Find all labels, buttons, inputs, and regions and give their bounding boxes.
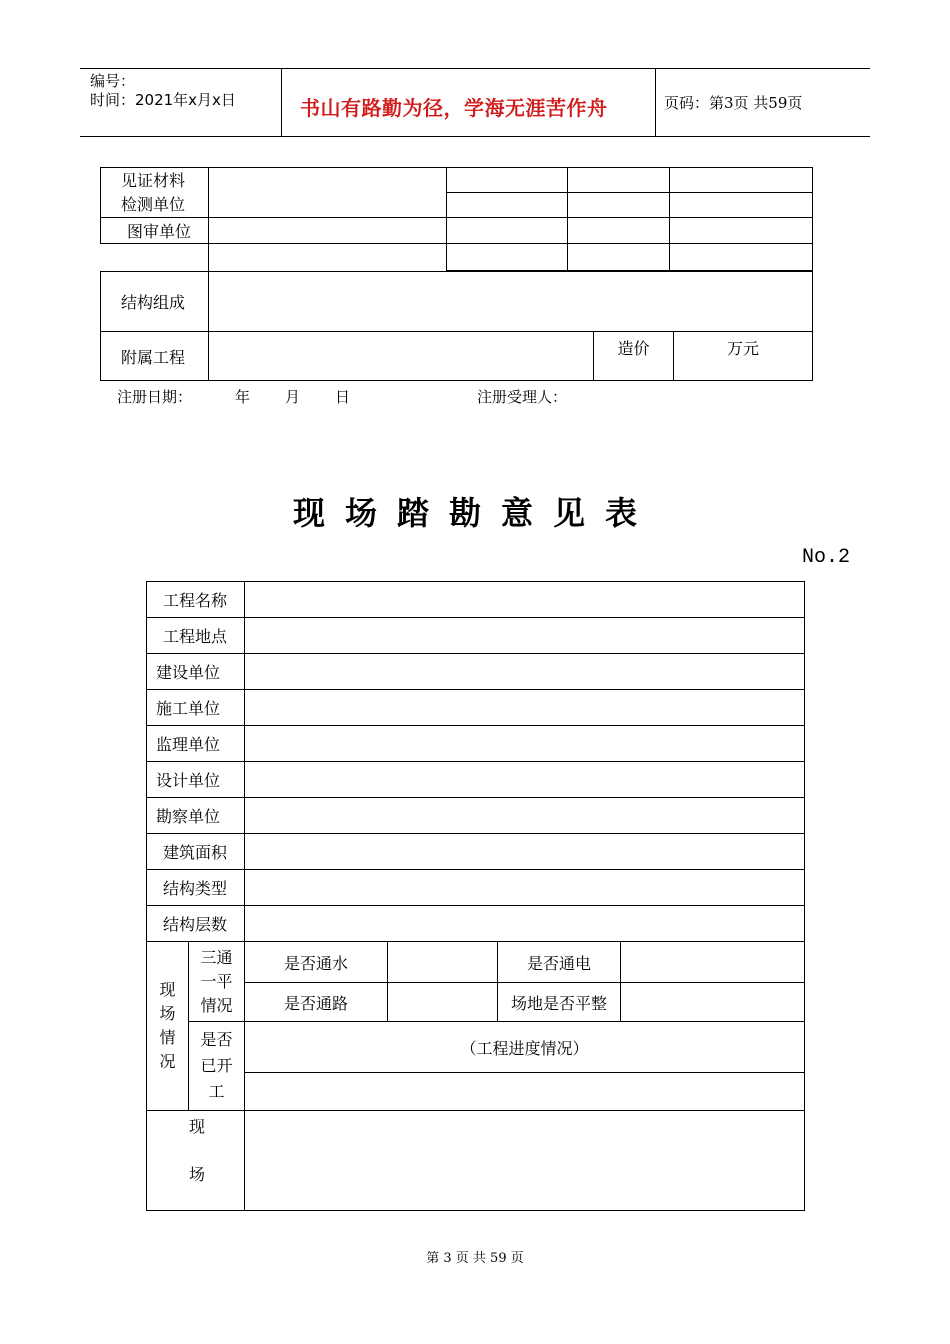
- row-label: 勘察单位: [147, 798, 245, 834]
- upper-table-lower: [100, 271, 813, 381]
- row-value[interactable]: [245, 582, 805, 618]
- row-value[interactable]: [245, 798, 805, 834]
- cell[interactable]: [670, 193, 813, 218]
- progress-label: （工程进度情况）: [245, 1022, 805, 1073]
- cell[interactable]: [568, 193, 670, 218]
- witness-unit-label: 见证材料 检测单位: [101, 168, 209, 218]
- power-value[interactable]: [621, 942, 805, 983]
- row-value[interactable]: [245, 762, 805, 798]
- water-value[interactable]: [388, 942, 498, 983]
- upper-table: [100, 167, 813, 271]
- site-inspection-table: [146, 581, 805, 1211]
- registration-date-label: 注册日期：: [117, 388, 193, 406]
- row-label: 建设单位: [147, 654, 245, 690]
- three-one-label: 三通 一平 情况: [189, 942, 245, 1022]
- header-page-label: 页码：第3页 共59页: [664, 94, 803, 112]
- power-label: 是否通电: [498, 942, 621, 983]
- cell[interactable]: [670, 218, 813, 244]
- witness-unit-value[interactable]: [209, 168, 447, 218]
- cell[interactable]: [447, 218, 568, 244]
- form-number: No.2: [801, 546, 850, 569]
- site-conditions-label: 现 场 情 况: [147, 942, 189, 1111]
- structure-composition-value[interactable]: [209, 272, 813, 332]
- row-label: 结构类型: [147, 870, 245, 906]
- row-value[interactable]: [245, 870, 805, 906]
- cell[interactable]: [568, 168, 670, 193]
- row-label: 工程地点: [147, 618, 245, 654]
- row-value[interactable]: [245, 834, 805, 870]
- cell[interactable]: [568, 244, 670, 271]
- cell[interactable]: [670, 244, 813, 271]
- level-value[interactable]: [621, 983, 805, 1022]
- registration-month: 月: [285, 388, 301, 406]
- progress-value[interactable]: [245, 1073, 805, 1111]
- annex-work-value[interactable]: [209, 332, 594, 381]
- registration-day: 日: [335, 388, 351, 406]
- row-value[interactable]: [245, 906, 805, 942]
- header-motto: 书山有路勤为径，学海无涯苦作舟: [300, 96, 608, 120]
- cell[interactable]: [447, 168, 568, 193]
- header-divider: [281, 68, 282, 136]
- header-top-rule: [80, 68, 870, 69]
- row-value[interactable]: [245, 690, 805, 726]
- site-opinion-label: 现 场: [147, 1111, 245, 1211]
- cost-label: 造价: [594, 332, 674, 381]
- cell[interactable]: [447, 193, 568, 218]
- cell[interactable]: [670, 168, 813, 193]
- row-label: 结构层数: [147, 906, 245, 942]
- review-unit-label: 图审单位: [101, 218, 209, 244]
- review-unit-value[interactable]: [209, 218, 447, 244]
- cell[interactable]: [447, 244, 568, 271]
- annex-work-label: 附属工程: [101, 332, 209, 381]
- site-opinion-value[interactable]: [245, 1111, 805, 1211]
- form-title: 现场踏勘意见表: [292, 494, 657, 532]
- doc-number-label: 编号：: [90, 72, 136, 90]
- cost-unit: 万元: [674, 332, 813, 381]
- registration-receiver-label: 注册受理人：: [477, 388, 568, 406]
- cell[interactable]: [568, 218, 670, 244]
- row-label: 建筑面积: [147, 834, 245, 870]
- row-label: 设计单位: [147, 762, 245, 798]
- row-label: 工程名称: [147, 582, 245, 618]
- started-label: 是否 已开 工: [189, 1022, 245, 1111]
- water-label: 是否通水: [245, 942, 388, 983]
- row-label: 施工单位: [147, 690, 245, 726]
- row-value[interactable]: [245, 618, 805, 654]
- road-value[interactable]: [388, 983, 498, 1022]
- row-value[interactable]: [245, 726, 805, 762]
- header-divider: [655, 68, 656, 136]
- page-footer: 第 3 页 共 59 页: [426, 1251, 524, 1266]
- level-label: 场地是否平整: [498, 983, 621, 1022]
- row-label: 监理单位: [147, 726, 245, 762]
- cell: [209, 244, 447, 271]
- cell: [101, 244, 209, 271]
- registration-year: 年: [235, 388, 251, 406]
- structure-composition-label: 结构组成: [101, 272, 209, 332]
- doc-time-label: 时间：2021年x月x日: [90, 91, 236, 109]
- road-label: 是否通路: [245, 983, 388, 1022]
- row-value[interactable]: [245, 654, 805, 690]
- header-bottom-rule: [80, 136, 870, 137]
